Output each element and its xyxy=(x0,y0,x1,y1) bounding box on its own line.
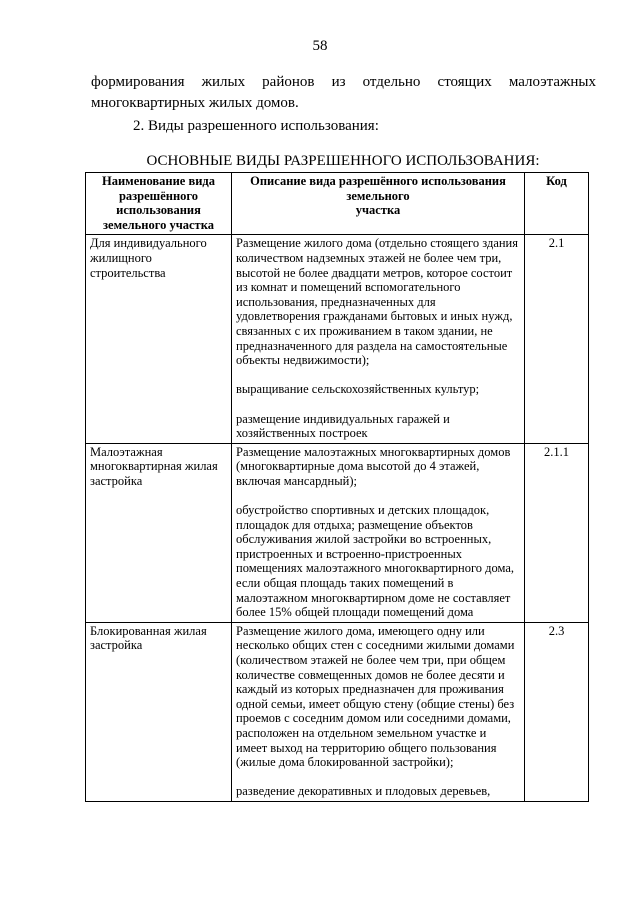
row-name: Блокированная жилая застройка xyxy=(86,622,232,801)
intro-line-2: многоквартирных жилых домов. xyxy=(91,95,299,111)
row-name: Малоэтажная многоквартирная жилая застройка xyxy=(86,443,232,622)
table-row xyxy=(86,235,589,443)
row-description xyxy=(232,622,525,801)
table-title: ОСНОВНЫЕ ВИДЫ РАЗРЕШЕННОГО ИСПОЛЬЗОВАНИЯ: xyxy=(146,153,540,169)
list-item-permitted-uses: 2. Виды разрешенного использования: xyxy=(133,118,379,134)
description-paragraph: Размещение жилого дома, имеющего одну или несколько общих стен с соседними жилыми домами (количеством этажей не более чем три, при общем количестве совмещенных домов не более десяти и каждый из которых предназначен для проживания одной семьи, имеет общую стену (общие стены) без проемов с соседним домом или соседними домами, расположен на отдельном земельном участке и имеет выход на территорию общего пользования (жилые дома блокированной застройки); xyxy=(236,623,515,770)
intro-line-1: формирования жилых районов из отдельно стоящих малоэтажных xyxy=(91,74,596,90)
description-paragraph: размещение индивидуальных гаражей и хозяйственных построек xyxy=(236,411,450,441)
permitted-uses-table xyxy=(85,172,589,802)
description-paragraph: Размещение малоэтажных многоквартирных домов (многоквартирные дома высотой до 4 этажей, включая мансардный); xyxy=(236,444,511,488)
row-code: 2.1 xyxy=(525,235,589,443)
row-code: 2.1.1 xyxy=(525,443,589,622)
row-description xyxy=(232,235,525,443)
description-paragraph: Размещение жилого дома (отдельно стоящего здания количеством надземных этажей не более чем три, высотой не более двадцати метров, которое состоит из комнат и помещений вспомогательного использования, предназначенных для удовлетворения гражданами бытовых и иных нужд, связанных с их проживанием в таком здании, не предназначенного для раздела на самостоятельные объекты недвижимости); xyxy=(236,236,518,368)
row-name: Для индивидуального жилищного строительства xyxy=(86,235,232,443)
description-paragraph: выращивание сельскохозяйственных культур; xyxy=(236,382,480,397)
header-name: Наименование вида разрешённого использования земельного участка xyxy=(86,173,232,235)
description-paragraph: разведение декоративных и плодовых деревьев, xyxy=(236,784,491,799)
description-paragraph: обустройство спортивных и детских площадок, площадок для отдыха; размещение объектов обслуживания жилой застройки во встроенных, пристроенных и встроенно-пристроенных помещениях малоэтажного многоквартирного дома, если общая площадь таких помещений в малоэтажном многоквартирном доме не составляет более 15% общей площади помещений дома xyxy=(236,503,515,620)
table-header-row xyxy=(86,173,589,235)
page-number: 58 xyxy=(312,38,328,54)
intro-paragraph xyxy=(91,72,596,114)
table-row xyxy=(86,443,589,622)
header-description-line-2: участка xyxy=(355,203,401,218)
header-description-line-1: Описание вида разрешённого использования земельного xyxy=(250,174,506,203)
table-row xyxy=(86,622,589,801)
header-code: Код xyxy=(525,173,589,235)
row-description xyxy=(232,443,525,622)
header-description xyxy=(232,173,525,235)
row-code: 2.3 xyxy=(525,622,589,801)
